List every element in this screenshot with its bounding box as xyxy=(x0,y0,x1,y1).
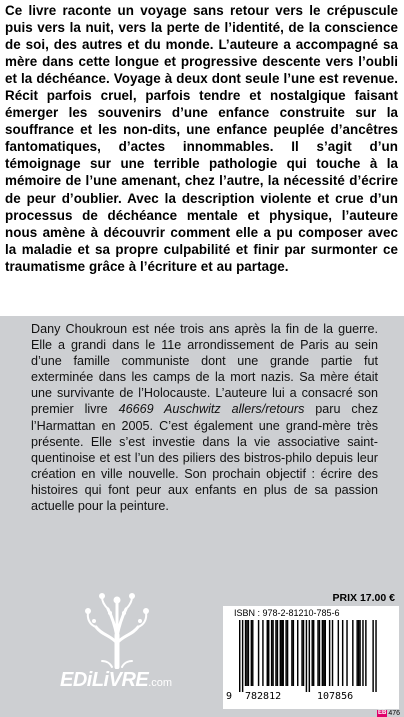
tree-logo-icon xyxy=(82,591,152,669)
barcode-bar xyxy=(325,620,326,686)
barcode-bar xyxy=(372,620,373,692)
barcode-bar xyxy=(358,620,359,686)
barcode-bar xyxy=(356,620,357,686)
barcode-bar xyxy=(317,620,318,686)
barcode-left-group: 782812 xyxy=(245,691,282,702)
barcode-right-group: 107856 xyxy=(317,691,354,702)
barcode-bar xyxy=(258,620,259,686)
barcode-bar xyxy=(303,620,304,686)
barcode-bar xyxy=(352,620,353,686)
barcode-bar xyxy=(297,620,298,686)
barcode-bar xyxy=(319,620,320,686)
summary-block xyxy=(5,2,398,275)
barcode-bar xyxy=(280,620,281,686)
barcode-bar xyxy=(346,620,347,686)
barcode-bar xyxy=(268,620,269,686)
barcode-bar xyxy=(338,620,339,686)
barcode-bar xyxy=(252,620,253,686)
product-code xyxy=(377,710,400,717)
publisher-name xyxy=(60,669,172,692)
barcode-bar xyxy=(301,620,302,686)
barcode-bar xyxy=(245,620,246,686)
barcode-bar xyxy=(342,620,343,686)
publisher-name-main: EDiLiVRE xyxy=(60,669,149,691)
barcode-bar xyxy=(271,620,272,686)
barcode-bar xyxy=(246,620,247,686)
barcode-bar xyxy=(262,620,263,686)
barcode-bar xyxy=(285,620,286,686)
barcode-bar xyxy=(312,620,313,686)
barcode-bar xyxy=(291,620,292,686)
barcode-bar xyxy=(272,620,273,686)
barcode-bar xyxy=(375,620,376,692)
barcode-bar xyxy=(365,620,366,686)
barcode-bar xyxy=(362,620,363,686)
barcode-bar xyxy=(323,620,324,686)
bio-text-part1: Dany Choukroun est née trois ans après la fin de la guerre. Elle a grandi dans le 11e arrondissement de Paris au sein d’une famille communiste dont une grande partie fut exterminée dans les camps de la mort nazis. Sa mère était une survivante de l’Holocauste. L’auteure lui a consacré son premier livre xyxy=(31,322,378,417)
barcode-icon xyxy=(235,620,391,692)
barcode-bar xyxy=(287,620,288,686)
barcode-bar xyxy=(309,620,310,692)
price-label: PRIX 17.00 € xyxy=(332,592,395,604)
publisher-name-suffix: .com xyxy=(148,677,173,689)
bio-box xyxy=(0,316,404,717)
barcode-bar xyxy=(242,620,243,692)
isbn-label: ISBN : 978-2-81210-785-6 xyxy=(234,608,340,618)
publisher-logo xyxy=(60,591,180,701)
product-code-number: 476 xyxy=(388,710,400,717)
barcode-bar xyxy=(322,620,323,686)
barcode-bar xyxy=(283,620,284,686)
barcode-bar xyxy=(359,620,360,686)
barcode-box xyxy=(223,606,399,709)
book-title: 46669 Auschwitz allers/retours xyxy=(118,402,305,417)
bio-text-part2: paru chez l’Harmattan en 2005. C’est également une grand-mère très présente. Elle s’est investie dans la vie associative saint-quentinoise et est l’un des piliers des bistros-philo depuis leur création en ville nouvelle. Son prochain objectif : écrire des histoires qui font peur aux enfants en plus de sa passion actuelle pour la peinture. xyxy=(31,402,379,514)
barcode-first-digit: 9 xyxy=(226,691,233,702)
barcode-bar xyxy=(251,620,252,686)
barcode-bar xyxy=(332,620,333,686)
barcode-bar xyxy=(313,620,314,686)
barcode-bar xyxy=(281,620,282,686)
author-bio xyxy=(31,321,378,514)
barcode-bar xyxy=(248,620,249,686)
product-code-badge: EB xyxy=(377,710,387,716)
barcode-bar xyxy=(239,620,240,692)
barcode-bar xyxy=(267,620,268,686)
barcode-bar xyxy=(329,620,330,686)
summary-text: Ce livre raconte un voyage sans retour vers le crépuscule puis vers la nuit, vers la perte de l’identité, de la conscience de soi, des autres et du monde. L’auteure a accompagné sa mère dans cette longue et progressive descente vers l’oubli et la déchéance. Voyage à deux dont seule l’une est revenue. Récit parfois cruel, parfois tendre et nostalgique faisant émerger les souvenirs d’une enfance construite sur la souffrance et les non-dits, une enfance peuplée d’ancêtres fantomatiques, d’actes innommables. Il s’agit d’un témoignage sur une terrible pathologie qui touche à la mémoire de l’une amenant, chez l’autre, la nécessité d’écrire de peur d’oublier. Avec la description violente et crue d’un processus de déchéance mentale et physique, l’auteure nous amène à découvrir comment elle a pu composer avec la maladie et sa propre culpabilité et finir par surmonter ce traumatisme grâce à l’écriture et au partage. xyxy=(5,3,398,274)
barcode-bar xyxy=(275,620,276,686)
barcode-bar xyxy=(277,620,278,686)
barcode-bar xyxy=(306,620,307,692)
barcode-bar xyxy=(293,620,294,686)
